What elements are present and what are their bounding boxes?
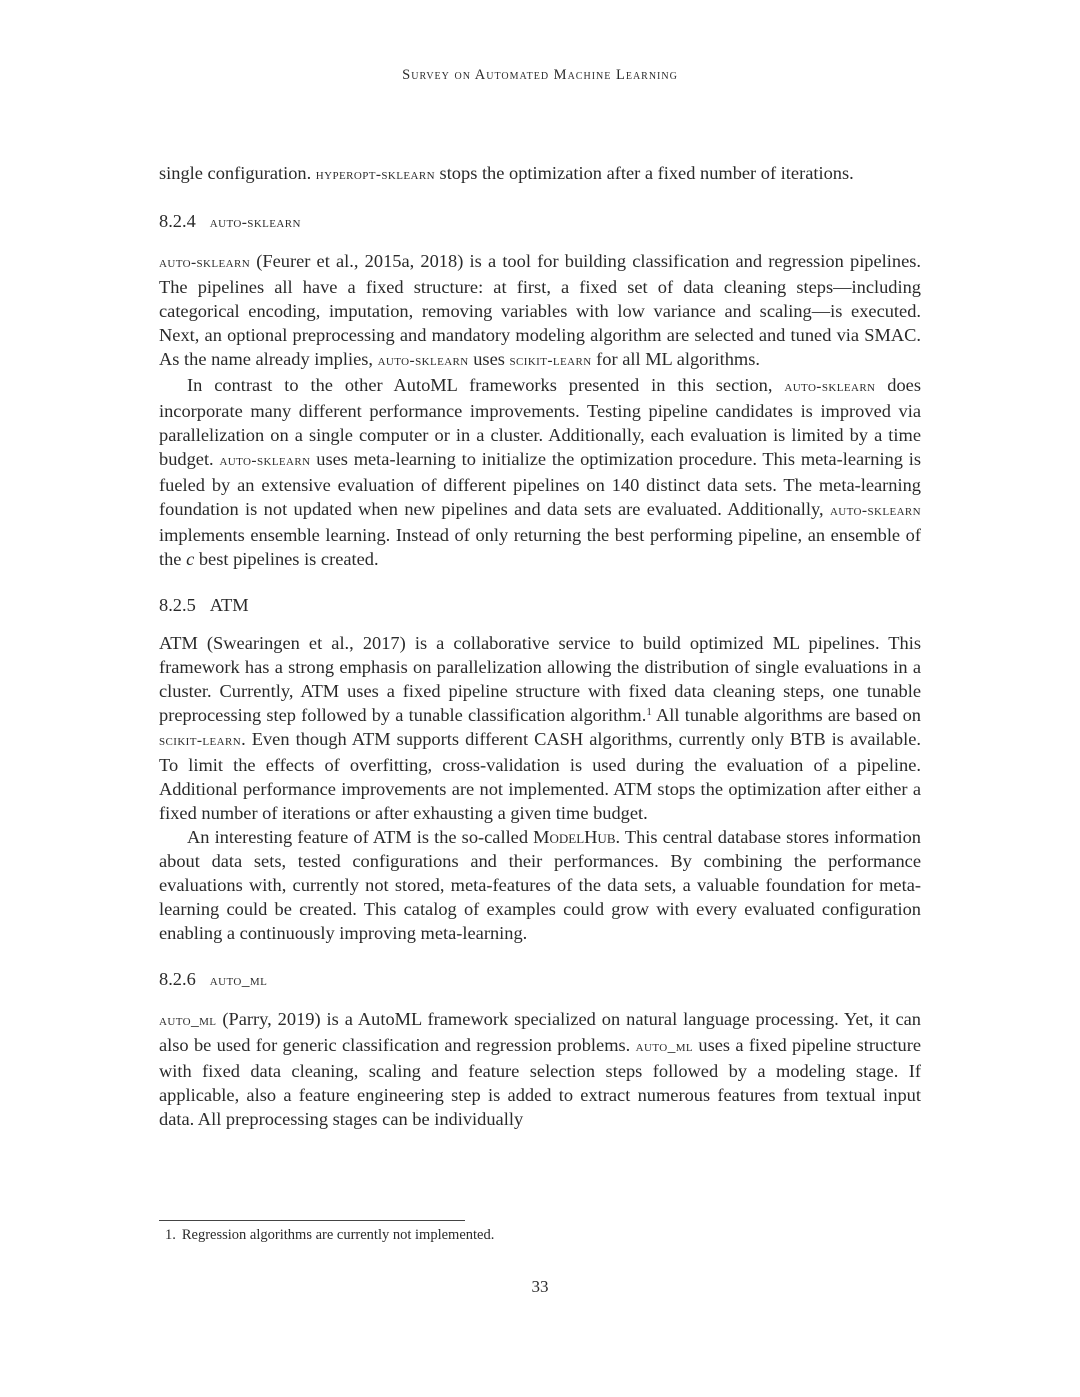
framework-name: scikit-learn: [159, 732, 242, 749]
text-run: uses meta-learning to initialize the optimization procedure. This meta-learning is fueled by an extensive evaluation of different pipelines on 140 distinct data sets. The meta-learning foundation is not updated when new pipelines and data sets are evaluated. Additionally,: [159, 449, 922, 519]
text-run: ATM (Swearingen et al., 2017) is a collaborative service to build optimized ML pipelines. This framework has a strong emphasis on parallelization allowing the distribution of single evaluations in a cluster. Currently, ATM uses a fixed pipeline structure with fixed data cleaning steps, one tunable preprocessing step followed by a tunable classification algorithm.: [159, 633, 921, 725]
page-number: 33: [531, 1277, 549, 1296]
framework-name: ModelHub: [533, 827, 616, 847]
framework-name: scikit-learn: [509, 352, 592, 369]
text-run: All tunable algorithms are based on: [651, 705, 921, 725]
paragraph: [159, 631, 921, 825]
paragraph: [159, 249, 921, 373]
framework-name: auto_ml: [635, 1038, 694, 1055]
footnote-text: Regression algorithms are currently not implemented.: [181, 1227, 495, 1243]
section-number: 8.2.4: [159, 211, 196, 231]
section-title: auto-sklearn: [209, 214, 301, 231]
text-run: single configuration.: [159, 163, 316, 183]
text-run: does incorporate many different performance improvements. Testing pipeline candidates is improved via parallelization on a single computer or in a cluster. Additionally, each evaluation is limited by a time budget.: [159, 375, 922, 469]
text-run: uses a fixed pipeline structure with fixed data cleaning, scaling and feature selection steps followed by a modeling stage. If applicable, also a feature engineering step is added to extract numerous features from textual input data. All preprocessing stages can be individually: [159, 1035, 921, 1129]
text-run: (Feurer et al., 2015a, 2018) is a tool for building classification and regression pipelines. The pipelines all have a fixed structure: at first, a fixed set of data cleaning steps—including categorical encoding, imputation, removing variables with low variance and scaling—is executed. Next, an optional preprocessing and mandatory modeling algorithm are selected and tuned via SMAC. As the name already implies,: [159, 251, 921, 369]
paragraph: [159, 1007, 921, 1131]
text-run: An interesting feature of ATM is the so-called: [187, 827, 534, 847]
framework-name: auto-sklearn: [784, 378, 876, 395]
text-run: . This central database stores information about data sets, tested configurations and their performances. By combining the performance evaluations with, currently not stored, meta-features of the data sets, a valuable foundation for meta-learning could be created. This catalog of examples could grow with every evaluated configuration enabling a continuously improving meta-learning.: [159, 827, 921, 943]
paragraph: [159, 373, 921, 571]
framework-name: auto_ml: [159, 1012, 217, 1029]
framework-name: hyperopt-sklearn: [315, 166, 435, 183]
framework-name: auto-sklearn: [219, 452, 311, 469]
text-run: uses: [468, 349, 510, 369]
framework-name: auto-sklearn: [159, 254, 251, 271]
text-run: stops the optimization after a fixed number of iterations.: [434, 163, 854, 183]
text-run: . Even though ATM supports different CASH algorithms, currently only BTB is available. To limit the effects of overfitting, cross-validation is used during the evaluation of a pipeline. Additional performance improvements are not implemented. ATM stops the optimization after either a fixed number of iterations or after exhausting a given time budget.: [159, 729, 921, 823]
section-heading-8-2-5: [159, 593, 921, 617]
section-number: 8.2.5: [159, 595, 196, 615]
text-run: (Parry, 2019) is a AutoML framework specialized on natural language processing. Yet, it can also be used for generic classification and regression problems.: [159, 1009, 921, 1055]
math-variable: c: [186, 549, 195, 569]
text-run: implements ensemble learning. Instead of only returning the best performing pipeline, an ensemble of the: [159, 525, 921, 569]
section-title: ATM: [209, 595, 249, 615]
section-title: auto_ml: [209, 972, 268, 989]
text-run: best pipelines is created.: [194, 549, 379, 569]
intro-paragraph: [159, 161, 921, 187]
section-heading-8-2-4: [159, 209, 921, 235]
framework-name: auto-sklearn: [829, 502, 921, 519]
footnote-divider: [159, 1220, 465, 1221]
text-run: In contrast to the other AutoML frameworks presented in this section,: [187, 375, 785, 395]
section-heading-8-2-6: [159, 967, 921, 993]
footnote: [165, 1226, 494, 1244]
page-body: [159, 161, 921, 1131]
running-head: Survey on Automated Machine Learning: [402, 67, 678, 83]
text-run: for all ML algorithms.: [591, 349, 760, 369]
footnote-ref[interactable]: 1: [646, 705, 652, 718]
footnote-number: 1.: [165, 1227, 176, 1243]
paragraph: [159, 825, 921, 945]
framework-name: auto-sklearn: [377, 352, 469, 369]
section-number: 8.2.6: [159, 969, 196, 989]
